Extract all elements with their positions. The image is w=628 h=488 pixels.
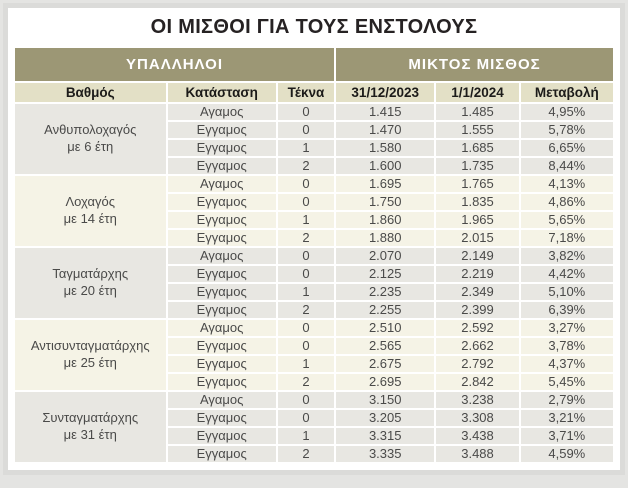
status-cell: Εγγαμος — [168, 122, 276, 138]
salary-2023-cell: 2.565 — [336, 338, 434, 354]
column-header-children: Τέκνα — [278, 83, 334, 102]
rank-name: Ανθυπολοχαγός — [44, 122, 137, 138]
status-cell: Εγγαμος — [168, 356, 276, 372]
column-header-rank: Βαθμός — [15, 83, 166, 102]
status-cell: Εγγαμος — [168, 194, 276, 210]
page-title: ΟΙ ΜΙΣΘΟΙ ΓΙΑ ΤΟΥΣ ΕΝΣΤΟΛΟΥΣ — [150, 15, 478, 38]
change-cell: 7,18% — [521, 230, 613, 246]
salary-2024-cell: 2.349 — [436, 284, 518, 300]
salary-2023-cell: 1.415 — [336, 104, 434, 120]
salary-2023-cell: 3.315 — [336, 428, 434, 444]
group-header-employees: ΥΠΑΛΛΗΛΟΙ — [15, 48, 334, 81]
status-cell: Εγγαμος — [168, 428, 276, 444]
change-cell: 4,37% — [521, 356, 613, 372]
status-cell: Εγγαμος — [168, 284, 276, 300]
salary-2023-cell: 3.335 — [336, 446, 434, 462]
status-cell: Εγγαμος — [168, 302, 276, 318]
children-cell: 0 — [278, 410, 334, 426]
change-cell: 5,10% — [521, 284, 613, 300]
change-cell: 4,42% — [521, 266, 613, 282]
rank-cell — [15, 104, 166, 174]
rank-cell — [15, 176, 166, 246]
salary-2023-cell: 2.510 — [336, 320, 434, 336]
salary-2024-cell: 1.765 — [436, 176, 518, 192]
salary-2024-cell: 3.238 — [436, 392, 518, 408]
rank-years: με 25 έτη — [63, 355, 117, 370]
status-cell: Εγγαμος — [168, 212, 276, 228]
change-cell: 2,79% — [521, 392, 613, 408]
salary-2024-cell: 2.219 — [436, 266, 518, 282]
salary-2024-cell: 1.835 — [436, 194, 518, 210]
salary-2023-cell: 2.255 — [336, 302, 434, 318]
group-header-gross-salary: ΜΙΚΤΟΣ ΜΙΣΘΟΣ — [336, 48, 613, 81]
salary-2024-cell: 3.308 — [436, 410, 518, 426]
table-row — [15, 176, 613, 192]
salary-2024-cell: 2.662 — [436, 338, 518, 354]
salary-2023-cell: 1.580 — [336, 140, 434, 156]
salary-2023-cell: 2.125 — [336, 266, 434, 282]
salary-2024-cell: 1.685 — [436, 140, 518, 156]
rank-name: Συνταγματάρχης — [42, 410, 139, 426]
status-cell: Εγγαμος — [168, 446, 276, 462]
children-cell: 2 — [278, 230, 334, 246]
children-cell: 0 — [278, 176, 334, 192]
rank-years: με 6 έτη — [67, 139, 114, 154]
salary-2023-cell: 1.695 — [336, 176, 434, 192]
group-header-row — [15, 48, 613, 81]
column-header-status: Κατάσταση — [168, 83, 276, 102]
children-cell: 2 — [278, 374, 334, 390]
status-cell: Εγγαμος — [168, 374, 276, 390]
status-cell: Εγγαμος — [168, 266, 276, 282]
rank-name: Αντισυνταγματάρχης — [30, 338, 150, 354]
salary-2023-cell: 1.750 — [336, 194, 434, 210]
children-cell: 0 — [278, 338, 334, 354]
salary-2024-cell: 2.592 — [436, 320, 518, 336]
rank-cell — [15, 392, 166, 462]
rank-name: Λοχαγός — [65, 194, 116, 210]
change-cell: 4,59% — [521, 446, 613, 462]
change-cell: 4,13% — [521, 176, 613, 192]
children-cell: 0 — [278, 104, 334, 120]
salary-2023-cell: 2.235 — [336, 284, 434, 300]
change-cell: 3,71% — [521, 428, 613, 444]
status-cell: Εγγαμος — [168, 410, 276, 426]
salary-2023-cell: 3.205 — [336, 410, 434, 426]
salary-2024-cell: 1.485 — [436, 104, 518, 120]
salary-2024-cell: 2.842 — [436, 374, 518, 390]
salary-table-card — [3, 3, 625, 475]
change-cell: 3,82% — [521, 248, 613, 264]
children-cell: 2 — [278, 446, 334, 462]
children-cell: 1 — [278, 428, 334, 444]
table-row — [15, 248, 613, 264]
change-cell: 5,78% — [521, 122, 613, 138]
salary-2024-cell: 2.015 — [436, 230, 518, 246]
status-cell: Εγγαμος — [168, 158, 276, 174]
status-cell: Εγγαμος — [168, 230, 276, 246]
rank-years: με 20 έτη — [63, 283, 117, 298]
change-cell: 4,86% — [521, 194, 613, 210]
children-cell: 1 — [278, 284, 334, 300]
children-cell: 2 — [278, 302, 334, 318]
salary-2024-cell: 1.555 — [436, 122, 518, 138]
salary-2023-cell: 2.695 — [336, 374, 434, 390]
change-cell: 3,27% — [521, 320, 613, 336]
table-body — [15, 104, 613, 462]
children-cell: 0 — [278, 392, 334, 408]
salary-2024-cell: 2.792 — [436, 356, 518, 372]
children-cell: 0 — [278, 194, 334, 210]
salary-2023-cell: 1.880 — [336, 230, 434, 246]
change-cell: 5,45% — [521, 374, 613, 390]
salary-2023-cell: 1.860 — [336, 212, 434, 228]
status-cell: Αγαμος — [168, 392, 276, 408]
change-cell: 6,39% — [521, 302, 613, 318]
children-cell: 0 — [278, 122, 334, 138]
children-cell: 0 — [278, 248, 334, 264]
salary-2024-cell: 3.488 — [436, 446, 518, 462]
salary-2024-cell: 3.438 — [436, 428, 518, 444]
rank-name: Ταγματάρχης — [52, 266, 129, 282]
column-header-date-2024: 1/1/2024 — [436, 83, 518, 102]
salary-2024-cell: 1.735 — [436, 158, 518, 174]
column-header-date-2023: 31/12/2023 — [336, 83, 434, 102]
change-cell: 5,65% — [521, 212, 613, 228]
salary-2023-cell: 1.600 — [336, 158, 434, 174]
children-cell: 2 — [278, 158, 334, 174]
salary-2024-cell: 2.399 — [436, 302, 518, 318]
status-cell: Εγγαμος — [168, 140, 276, 156]
status-cell: Αγαμος — [168, 104, 276, 120]
children-cell: 1 — [278, 356, 334, 372]
column-header-change: Μεταβολή — [521, 83, 613, 102]
salary-table — [13, 46, 615, 464]
status-cell: Εγγαμος — [168, 338, 276, 354]
status-cell: Αγαμος — [168, 248, 276, 264]
change-cell: 3,21% — [521, 410, 613, 426]
salary-2023-cell: 2.070 — [336, 248, 434, 264]
change-cell: 6,65% — [521, 140, 613, 156]
children-cell: 0 — [278, 320, 334, 336]
status-cell: Αγαμος — [168, 320, 276, 336]
rank-years: με 31 έτη — [63, 427, 117, 442]
rank-years: με 14 έτη — [63, 211, 117, 226]
children-cell: 1 — [278, 212, 334, 228]
salary-2023-cell: 3.150 — [336, 392, 434, 408]
change-cell: 8,44% — [521, 158, 613, 174]
salary-2023-cell: 1.470 — [336, 122, 434, 138]
change-cell: 3,78% — [521, 338, 613, 354]
column-header-row — [15, 83, 613, 102]
table-row — [15, 320, 613, 336]
rank-cell — [15, 320, 166, 390]
table-row — [15, 104, 613, 120]
children-cell: 0 — [278, 266, 334, 282]
status-cell: Αγαμος — [168, 176, 276, 192]
children-cell: 1 — [278, 140, 334, 156]
change-cell: 4,95% — [521, 104, 613, 120]
salary-2024-cell: 2.149 — [436, 248, 518, 264]
table-row — [15, 392, 613, 408]
rank-cell — [15, 248, 166, 318]
salary-2024-cell: 1.965 — [436, 212, 518, 228]
salary-2023-cell: 2.675 — [336, 356, 434, 372]
